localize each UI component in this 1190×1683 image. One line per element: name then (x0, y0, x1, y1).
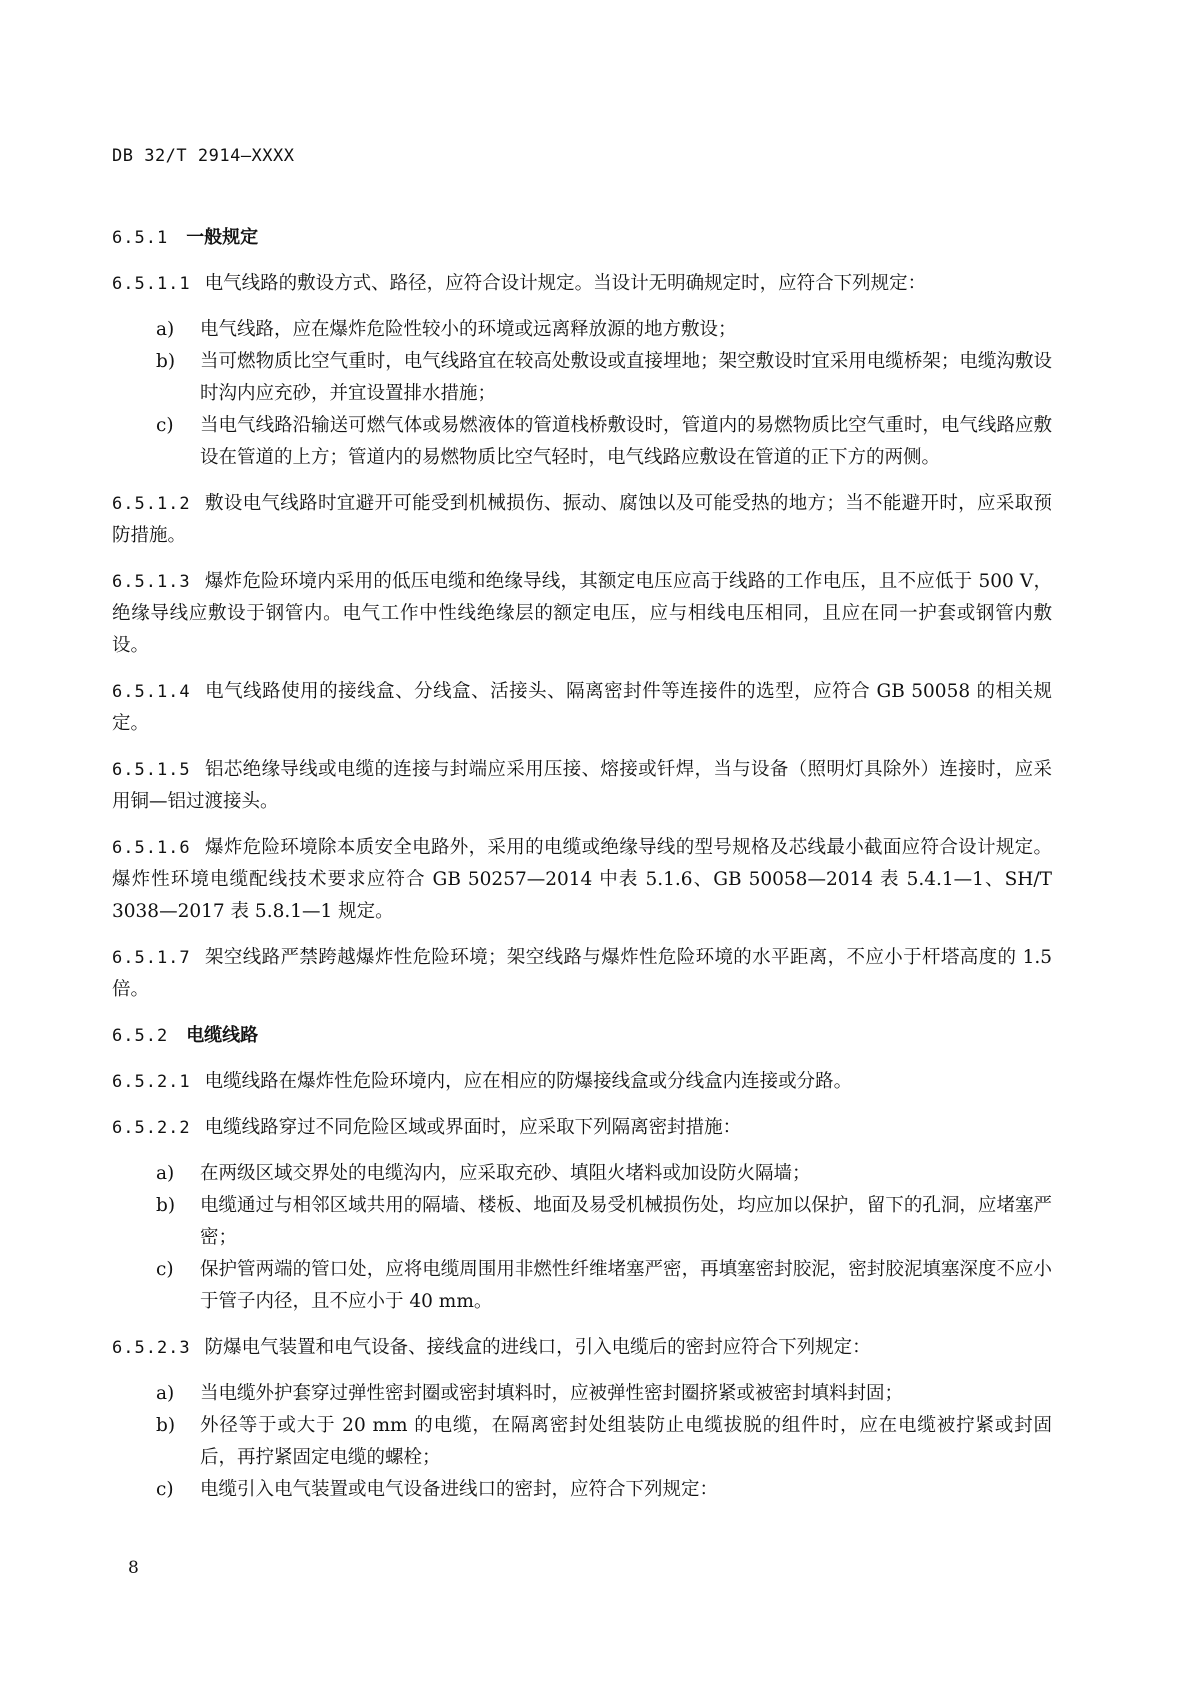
list-marker: c) (156, 1479, 174, 1500)
clause-6-5-1-4 (112, 676, 1052, 740)
section-title: 一般规定 (186, 227, 259, 248)
clause-text: 敷设电气线路时宜避开可能受到机械损伤、振动、腐蚀以及可能受热的地方；当不能避开时，应采取预防措施。 (112, 493, 1052, 546)
list-item-text: 当可燃物质比空气重时，电气线路宜在较高处敷设或直接埋地；架空敷设时宜采用电缆桥架；电缆沟敷设时沟内应充砂，并宜设置排水措施； (200, 351, 1052, 404)
clause-text: 电缆线路在爆炸性危险环境内，应在相应的防爆接线盒或分线盒内连接或分路。 (204, 1071, 853, 1092)
list-item-text: 在两级区域交界处的电缆沟内，应采取充砂、填阻火堵料或加设防火隔墙； (200, 1163, 811, 1184)
clause-6-5-1-1 (112, 268, 1052, 300)
clause-number: 6.5.1.2 (112, 494, 191, 514)
section-heading-6-5-2 (112, 1020, 1052, 1052)
clause-text: 架空线路严禁跨越爆炸性危险环境；架空线路与爆炸性危险环境的水平距离，不应小于杆塔高度的 1.5 倍。 (112, 947, 1052, 1000)
list-marker: b) (156, 351, 176, 372)
list-marker: a) (156, 319, 175, 340)
list-item-text: 电缆通过与相邻区域共用的隔墙、楼板、地面及易受机械损伤处，均应加以保护，留下的孔洞，应堵塞严密； (200, 1195, 1052, 1248)
clause-6-5-2-2 (112, 1112, 1052, 1144)
document-id-header: DB 32/T 2914—XXXX (112, 146, 295, 166)
clause-number: 6.5.1.1 (112, 274, 191, 294)
clause-number: 6.5.1.6 (112, 838, 191, 858)
clause-6-5-1-1-list (112, 314, 1052, 474)
clause-number: 6.5.1.4 (112, 682, 191, 702)
clause-text: 电气线路的敷设方式、路径，应符合设计规定。当设计无明确规定时，应符合下列规定： (204, 273, 927, 294)
clause-number: 6.5.2.1 (112, 1072, 191, 1092)
clause-number: 6.5.1.3 (112, 572, 191, 592)
clause-text: 电气线路使用的接线盒、分线盒、活接头、隔离密封件等连接件的选型，应符合 GB 50058 的相关规定。 (112, 681, 1052, 734)
clause-number: 6.5.2.2 (112, 1118, 191, 1138)
clause-text: 防爆电气装置和电气设备、接线盒的进线口，引入电缆后的密封应符合下列规定： (204, 1337, 871, 1358)
list-item (112, 346, 1052, 410)
list-item (112, 1158, 1052, 1190)
clause-text: 爆炸危险环境内采用的低压电缆和绝缘导线，其额定电压应高于线路的工作电压，且不应低于 500 V，绝缘导线应敷设于钢管内。电气工作中性线绝缘层的额定电压，应与相线电压相同，且应在同一护套或钢管内敷设。 (112, 571, 1052, 656)
page-number: 8 (128, 1558, 139, 1578)
clause-text: 爆炸危险环境除本质安全电路外，采用的电缆或绝缘导线的型号规格及芯线最小截面应符合设计规定。爆炸性环境电缆配线技术要求应符合 GB 50257—2014 中表 5.1.6、GB 50058—2014 表 5.4.1—1、SH/T 3038—2017 表 5.8.1—1 规定。 (112, 837, 1052, 922)
list-item (112, 1474, 1052, 1506)
clause-6-5-2-3 (112, 1332, 1052, 1364)
clause-text: 铝芯绝缘导线或电缆的连接与封端应采用压接、熔接或钎焊，当与设备（照明灯具除外）连接时，应采用铜—铝过渡接头。 (112, 759, 1052, 812)
clause-6-5-1-3 (112, 566, 1052, 662)
list-marker: c) (156, 415, 174, 436)
list-marker: b) (156, 1195, 176, 1216)
list-item (112, 1254, 1052, 1318)
list-item (112, 1378, 1052, 1410)
list-marker: c) (156, 1259, 174, 1280)
clause-6-5-2-1 (112, 1066, 1052, 1098)
clause-6-5-1-5 (112, 754, 1052, 818)
list-item (112, 410, 1052, 474)
clause-6-5-1-2 (112, 488, 1052, 552)
list-marker: a) (156, 1163, 175, 1184)
list-item-text: 电气线路，应在爆炸危险性较小的环境或远离释放源的地方敷设； (200, 319, 737, 340)
list-item (112, 1190, 1052, 1254)
list-item (112, 314, 1052, 346)
clause-6-5-1-6 (112, 832, 1052, 928)
clause-6-5-2-3-list (112, 1378, 1052, 1506)
list-item-text: 保护管两端的管口处，应将电缆周围用非燃性纤维堵塞严密，再填塞密封胶泥，密封胶泥填塞深度不应小于管子内径，且不应小于 40 mm。 (200, 1259, 1052, 1312)
clause-number: 6.5.1.5 (112, 760, 191, 780)
section-title: 电缆线路 (186, 1025, 259, 1046)
list-item-text: 当电缆外护套穿过弹性密封圈或密封填料时，应被弹性密封圈挤紧或被密封填料封固； (200, 1383, 904, 1404)
clause-6-5-2-2-list (112, 1158, 1052, 1318)
document-body (112, 222, 1052, 1520)
clause-number: 6.5.1.7 (112, 948, 191, 968)
section-number: 6.5.2 (112, 1026, 169, 1046)
list-item-text: 当电气线路沿输送可燃气体或易燃液体的管道栈桥敷设时，管道内的易燃物质比空气重时，电气线路应敷设在管道的上方；管道内的易燃物质比空气轻时，电气线路应敷设在管道的正下方的两侧。 (200, 415, 1052, 468)
list-item-text: 电缆引入电气装置或电气设备进线口的密封，应符合下列规定： (200, 1479, 719, 1500)
list-marker: a) (156, 1383, 175, 1404)
section-heading-6-5-1 (112, 222, 1052, 254)
clause-6-5-1-7 (112, 942, 1052, 1006)
clause-text: 电缆线路穿过不同危险区域或界面时，应采取下列隔离密封措施： (204, 1117, 742, 1138)
list-marker: b) (156, 1415, 176, 1436)
clause-number: 6.5.2.3 (112, 1338, 191, 1358)
list-item-text: 外径等于或大于 20 mm 的电缆，在隔离密封处组装防止电缆拔脱的组件时，应在电缆被拧紧或封固后，再拧紧固定电缆的螺栓； (200, 1415, 1052, 1468)
list-item (112, 1410, 1052, 1474)
section-number: 6.5.1 (112, 228, 169, 248)
